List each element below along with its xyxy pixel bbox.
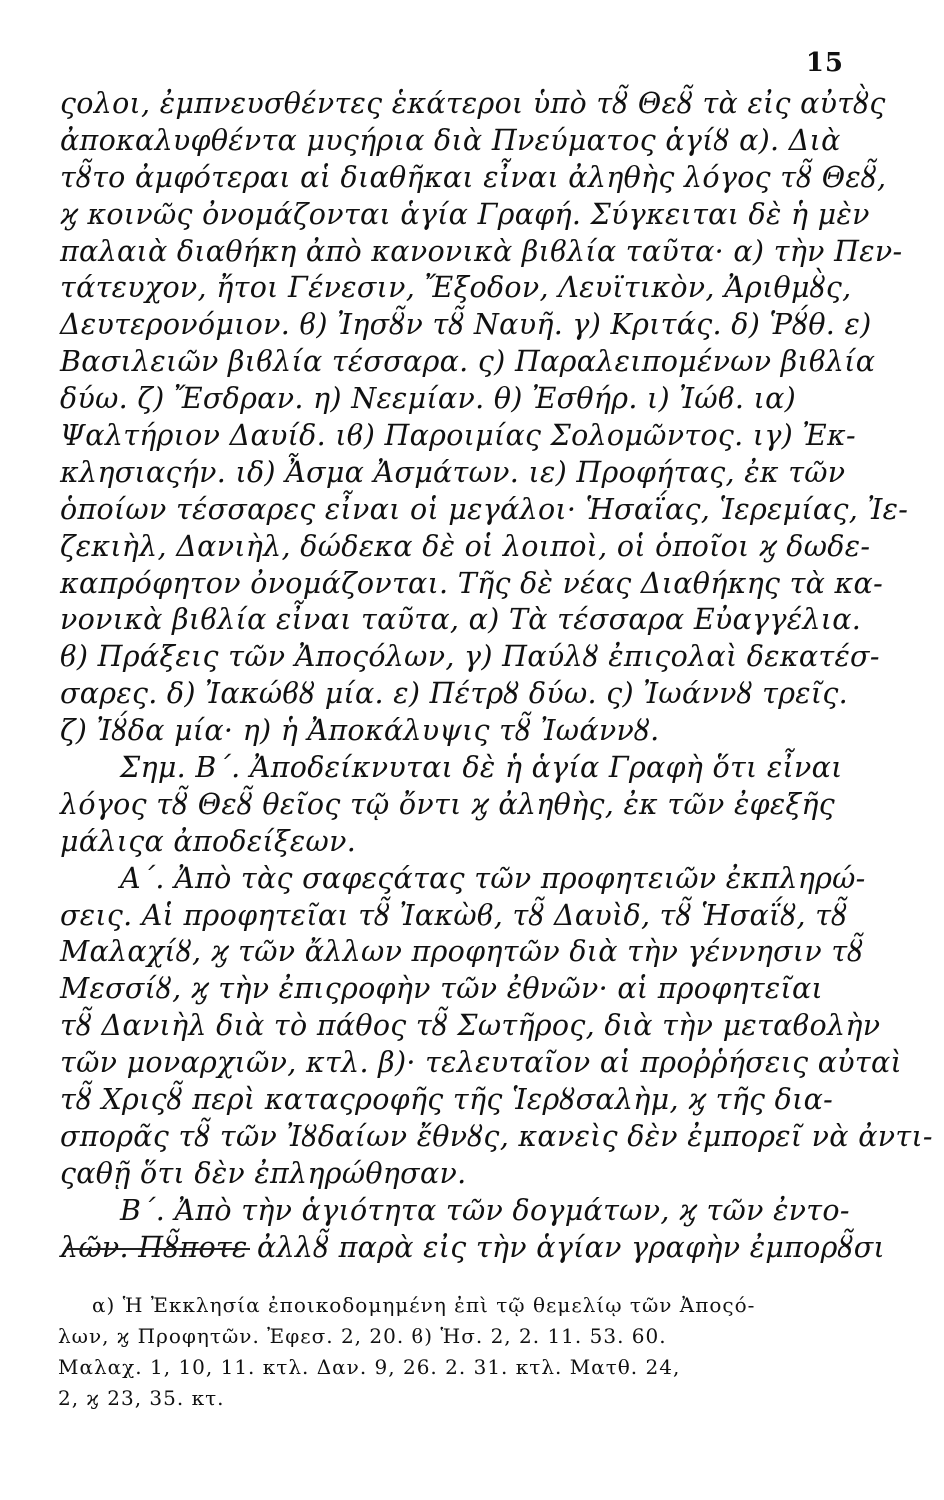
text-line: ϗ κοινῶς ὀνομάζονται ἁγία Γραφή. Σύγκειται δὲ ἡ μὲν [60, 197, 870, 231]
text-line: καπρόφητον ὀνομάζονται. Τῆς δὲ νέας Διαθήκης τὰ κα- [60, 566, 884, 600]
paragraph-start-line: Σημ. Β΄. Ἀποδείκνυται δὲ ἡ ἁγία Γραφὴ ὅτι εἶναι [120, 751, 843, 785]
text-line: Ψαλτήριον Δαυίδ. ιϐ) Παροιμίας Σολομῶντος. ιγ) Ἐκ- [60, 419, 856, 453]
text-line: λόγος τȣ̃ Θεȣ̃ θεῖος τῷ ὄντι ϗ ἀληθὴς, ἐκ τῶν ἐφεξῆς [60, 787, 836, 821]
text-line: δύω. ζ) Ἔσδραν. η) Νεεμίαν. θ) Ἐσθήρ. ι) Ἰώϐ. ια) [60, 382, 797, 416]
paragraph-start-line: Α΄. Ἀπὸ τὰς σαφεςάτας τῶν προφητειῶν ἐκπληρώ- [120, 861, 866, 895]
page-number: 15 [805, 48, 844, 78]
text-line: τῶν μοναρχιῶν, κτλ. β)· τελευταῖον αἱ προῤῥήσεις αὐταὶ [60, 1046, 902, 1080]
text-line: τȣ̃το ἀμφότεραι αἱ διαθῆκαι εἶναι ἀληθὴς λόγος τȣ̃ Θεȣ̃, [60, 160, 887, 194]
text-line: ςολοι, ἐμπνευσθέντες ἑκάτεροι ὑπὸ τȣ̃ Θεȣ̃ τὰ εἰς αὐτȣ̀ς [60, 87, 886, 120]
main-text [60, 86, 933, 1267]
text-line: Βασιλειῶν βιϐλία τέσσαρα. ς) Παραλειπομένων βιϐλία [60, 345, 876, 379]
footnote-divider [66, 1248, 250, 1250]
text-line: τȣ̃ Δανιὴλ διὰ τὸ πάθος τȣ̃ Σωτῆρος, διὰ τὴν μεταϐολὴν [60, 1009, 881, 1043]
text-line: παλαιὰ διαθήκη ἀπὸ κανονικὰ βιϐλία ταῦτα· α) τὴν Πεν- [60, 234, 903, 268]
text-line: σαρες. δ) Ἰακώϐȣ μία. ε) Πέτρȣ δύω. ς) Ἰωάννȣ τρεῖς. [60, 677, 848, 711]
text-line: ἀποκαλυφθέντα μυςήρια διὰ Πνεύματος ἁγίȣ α). Διὰ [60, 123, 841, 157]
text-line: λῶν. Πȣ̃ποτε ἀλλȣ̃ παρὰ εἰς τὴν ἁγίαν γραφὴν ἐμπορȣ̃σι [60, 1230, 885, 1264]
text-line: μάλιςα ἀποδείξεων. [60, 824, 357, 858]
text-line: Μεσσίȣ, ϗ τὴν ἐπιςροφὴν τῶν ἐθνῶν· αἱ προφητεῖαι [60, 972, 824, 1006]
text-line: ζ) Ἰȣ́δα μία· η) ἡ Ἀποκάλυψις τȣ̃ Ἰωάννȣ. [60, 714, 660, 748]
text-line: τȣ̃ Χριςȣ̃ περὶ καταςροφῆς τῆς Ἱερȣσαλὴμ, ϗ τῆς δια- [60, 1083, 834, 1117]
text-line: σεις. Αἱ προφητεῖαι τȣ̃ Ἰακὼϐ, τȣ̃ Δαυὶδ, τȣ̃ Ἡσαΐȣ, τȣ̃ [60, 898, 848, 932]
text-line: σπορᾶς τȣ̃ τῶν Ἰȣδαίων ἔθνȣς, κανεὶς δὲν ἐμπορεῖ νὰ ἀντι- [60, 1119, 933, 1153]
footnote-line: α) Ἡ Ἐκκλησία ἐποικοδομημένη ἐπὶ τῷ θεμελίῳ τῶν Ἀποςό- [92, 1293, 756, 1317]
footnotes [58, 1290, 858, 1414]
footnote-line: 2, ϗ 23, 35. κτ. [58, 1386, 225, 1410]
footnote-line: λων, ϗ Προφητῶν. Ἐφεσ. 2, 20. ϐ) Ἡσ. 2, 2. 11. 53. 60. [58, 1324, 667, 1348]
text-line: νονικὰ βιϐλία εἶναι ταῦτα, α) Τὰ τέσσαρα Εὐαγγέλια. [60, 603, 862, 637]
text-line: Δευτερονόμιον. ϐ) Ἰησȣ̃ν τȣ̃ Ναυῆ. γ) Κριτάς. δ) Ῥȣ́θ. ε) [60, 308, 872, 342]
text-line: τάτευχον, ἤτοι Γένεσιν, Ἔξοδον, Λευϊτικὸν, Ἀριθμȣ̀ς, [60, 271, 852, 305]
text-line: κλησιαςήν. ιδ) Ἆσμα Ἀσμάτων. ιε) Προφήτας, ἐκ τῶν [60, 455, 846, 489]
paragraph-start-line: Β΄. Ἀπὸ τὴν ἁγιότητα τῶν δογμάτων, ϗ τῶν ἐντο- [120, 1193, 850, 1227]
text-line: ςαθῇ ὅτι δὲν ἐπληρώθησαν. [60, 1156, 467, 1190]
text-line: ὁποίων τέσσαρες εἶναι οἱ μεγάλοι· Ἡσαΐας, Ἱερεμίας, Ἰε- [60, 492, 909, 526]
text-line: ζεκιὴλ, Δανιὴλ, δώδεκα δὲ οἱ λοιποὶ, οἱ ὁποῖοι ϗ δωδε- [60, 529, 871, 563]
text-line: Μαλαχίȣ, ϗ τῶν ἄλλων προφητῶν διὰ τὴν γέννησιν τȣ̃ [60, 935, 864, 969]
footnote-line: Μαλαχ. 1, 10, 11. κτλ. Δαν. 9, 26. 2. 31. κτλ. Ματθ. 24, [58, 1355, 681, 1379]
text-line: ϐ) Πράξεις τῶν Ἀποςόλων, γ) Παύλȣ ἐπιςολαὶ δεκατέσ- [60, 640, 880, 674]
